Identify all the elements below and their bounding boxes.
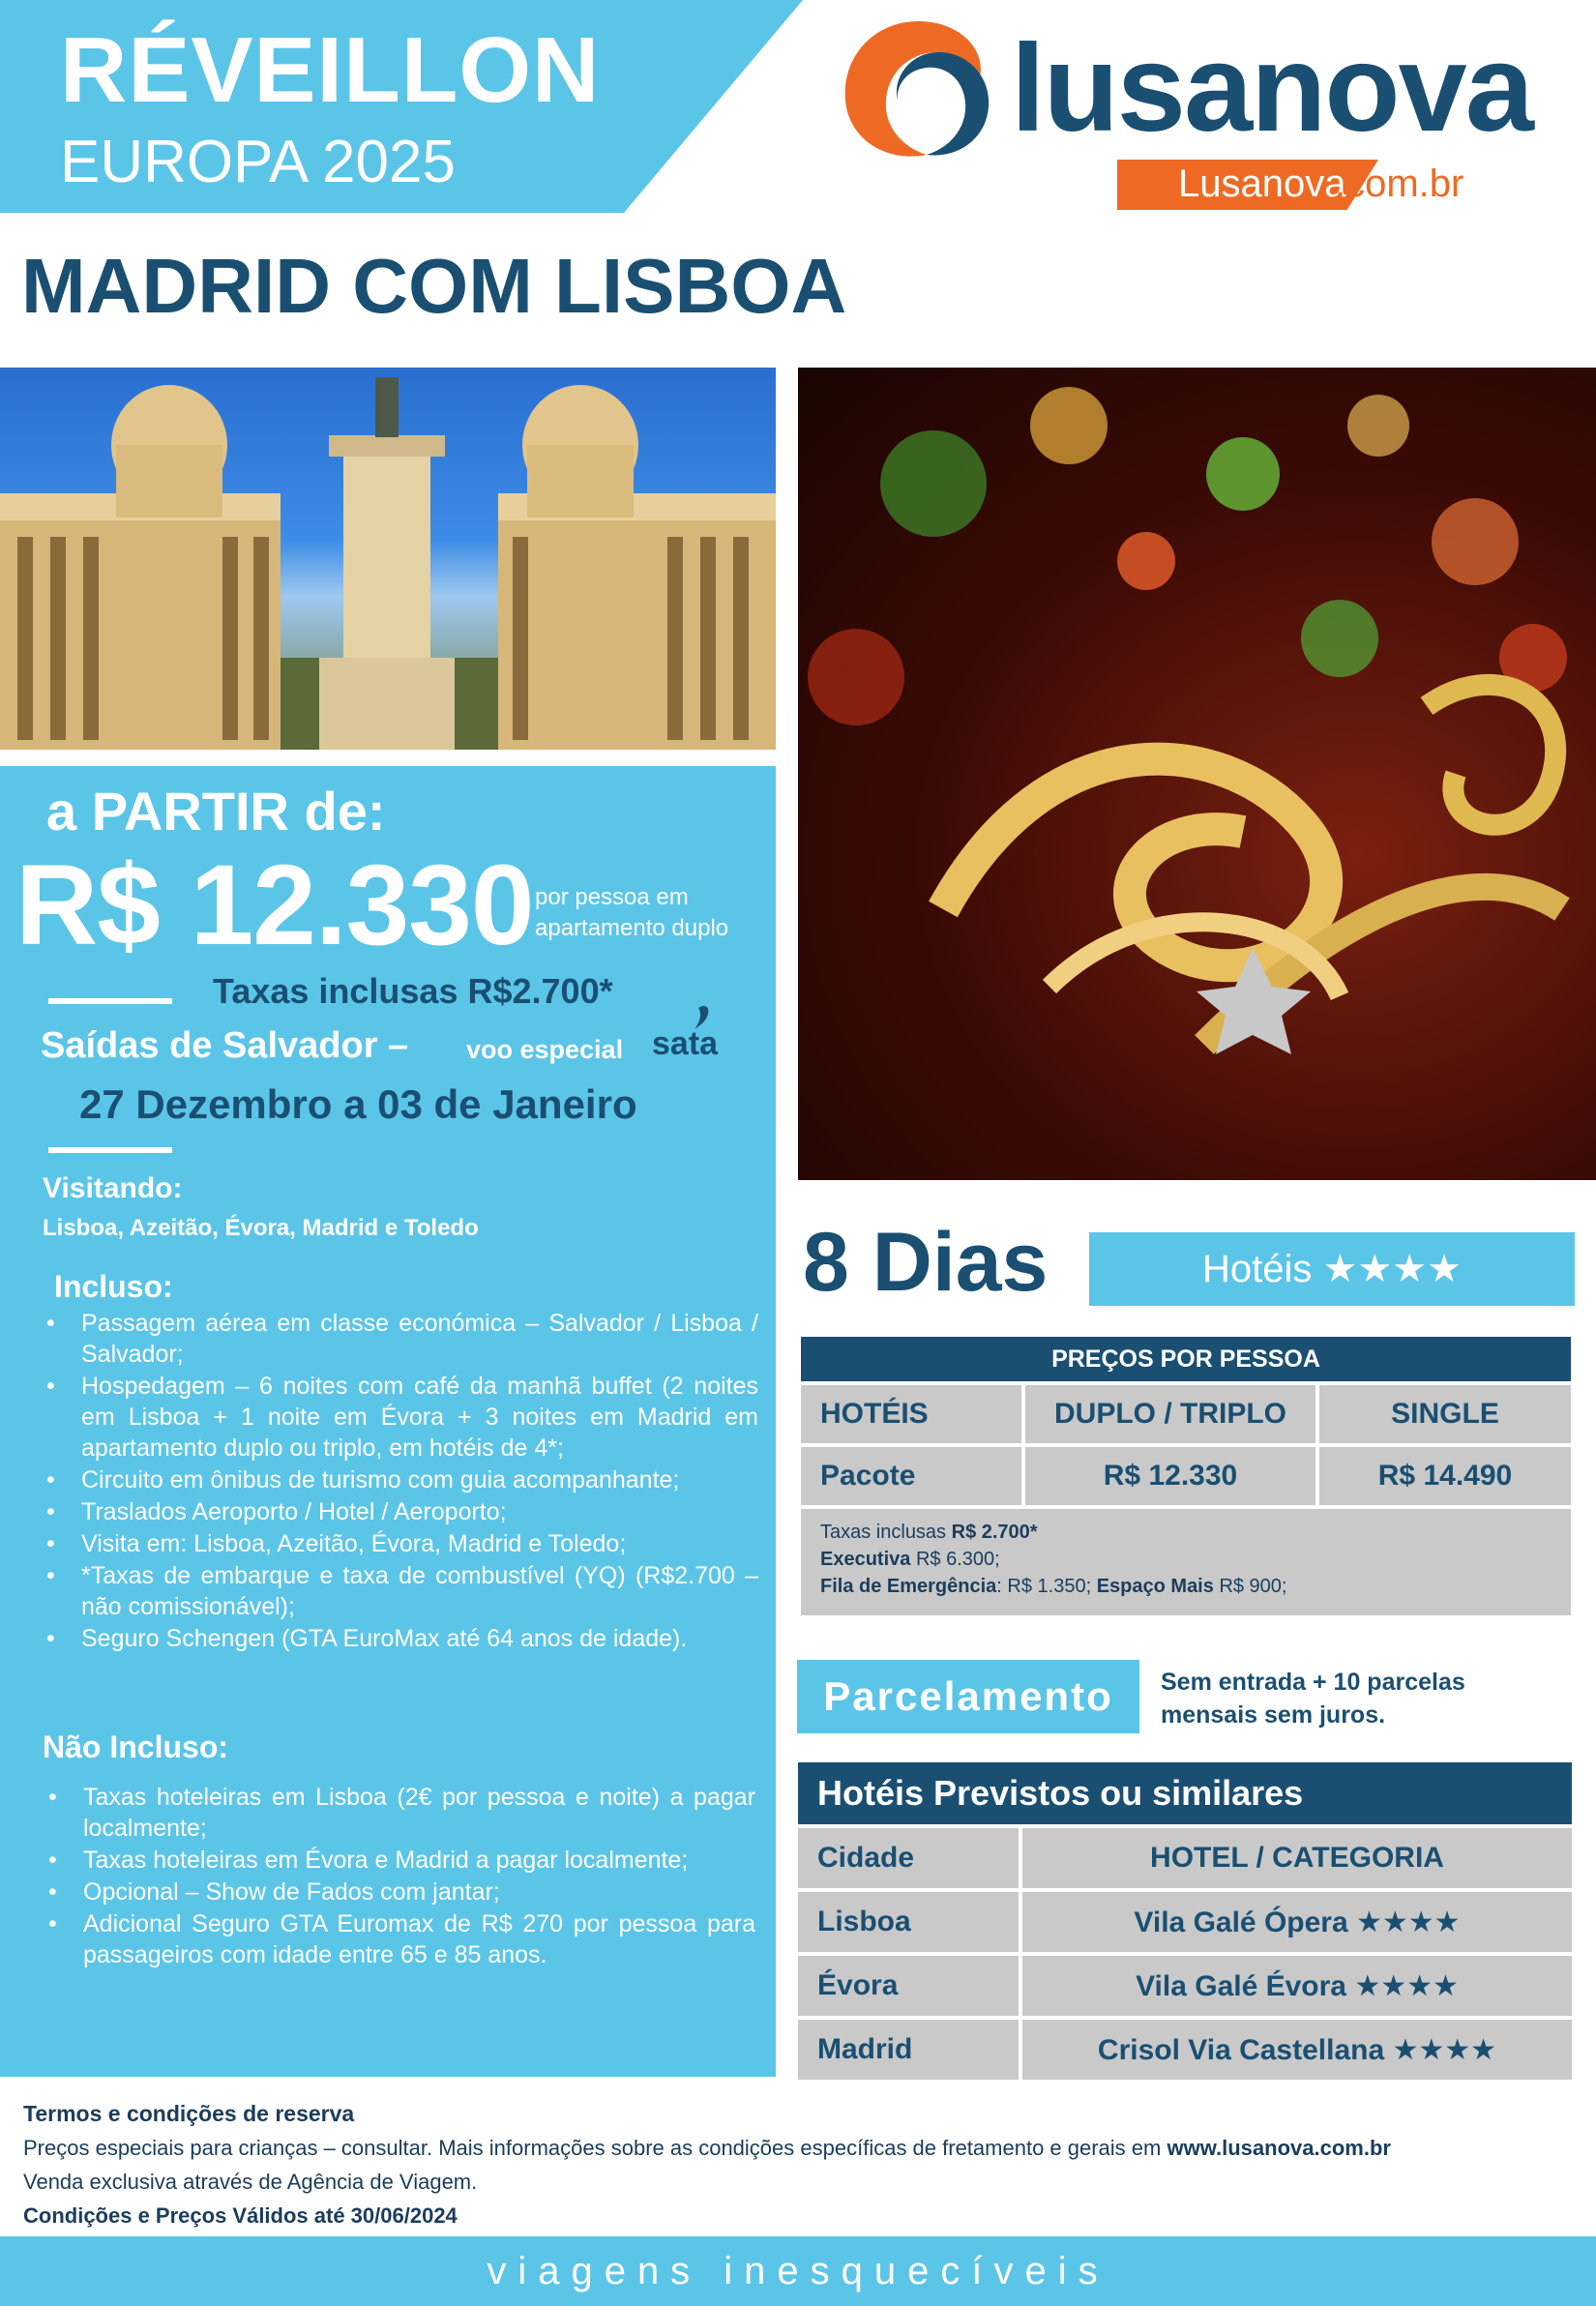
not-included-heading: Não Incluso: — [43, 1730, 229, 1764]
table-cell: Vila Galé Évora ★★★★ — [1022, 1956, 1572, 2016]
table-row — [798, 1956, 1572, 2016]
terms-section — [23, 2097, 1581, 2232]
terms-line: Venda exclusiva através de Agência de Viagem. — [23, 2170, 478, 2194]
list-item: • Seguro Schengen (GTA EuroMax até 64 anos de idade). — [43, 1623, 758, 1654]
flight-type: voo especial — [466, 1035, 624, 1064]
price-note-line1: por pessoa em — [535, 884, 689, 910]
airline-name: sata — [652, 1025, 719, 1062]
table-header-row — [798, 1828, 1572, 1888]
slogan: viagens inesquecíveis — [487, 2249, 1109, 2292]
header-subtitle: EUROPA 2025 — [60, 129, 456, 195]
trip-duration: 8 Dias — [803, 1216, 1049, 1309]
website-link[interactable]: www.lusanova.com.br — [1167, 2136, 1391, 2160]
hotels-table — [798, 1762, 1572, 2080]
lusanova-logo-icon — [834, 12, 1003, 166]
table-cell: Pacote — [801, 1447, 1021, 1505]
table-header-cell: SINGLE — [1319, 1385, 1571, 1443]
list-item: • Traslados Aeroporto / Hotel / Aeroporto; — [43, 1496, 758, 1527]
price-table — [801, 1337, 1571, 1615]
list-item: • Adicional Seguro GTA Euromax de R$ 270 por pessoa para passageiros com idade entre 65 e 85 anos. — [44, 1908, 755, 1970]
price-note-line2: apartamento duplo — [535, 915, 729, 941]
table-header-cell: HOTEL / CATEGORIA — [1022, 1828, 1572, 1888]
terms-heading: Termos e condições de reserva — [23, 2101, 355, 2126]
list-item: • Visita em: Lisboa, Azeitão, Évora, Madrid e Toledo; — [43, 1528, 758, 1559]
table-cell: R$ 12.330 — [1025, 1447, 1315, 1505]
travel-dates: 27 Dezembro a 03 de Janeiro — [79, 1081, 637, 1127]
hotels-table-title: Hotéis Previstos ou similares — [798, 1762, 1572, 1824]
list-item: • Passagem aérea em classe económica – Salvador / Lisboa / Salvador; — [43, 1308, 758, 1370]
url-name[interactable]: Lusanova — [1178, 163, 1346, 205]
table-cell: Vila Galé Ópera ★★★★ — [1022, 1892, 1572, 1952]
price-notes: Taxas inclusas R$ 2.700* Executiva R$ 6.300; Fila de Emergência: R$ 1.350; Espaço Mais R$ 900; — [801, 1509, 1571, 1615]
list-item: • Circuito em ônibus de turismo com guia acompanhante; — [43, 1464, 758, 1495]
terms-line: Preços especiais para crianças – consultar. Mais informações sobre as condições específicas de fretamento e gerais em www.lusanova.com.br — [23, 2136, 1391, 2160]
visiting-heading: Visitando: — [43, 1172, 183, 1204]
price-from-label: a PARTIR de: — [46, 781, 386, 842]
included-list — [43, 1308, 758, 1655]
list-item: • Taxas hoteleiras em Lisboa (2€ por pessoa e noite) a pagar localmente; — [44, 1782, 755, 1844]
page-title: MADRID COM LISBOA — [21, 243, 847, 329]
table-cell: Lisboa — [798, 1892, 1019, 1952]
table-header-cell: Cidade — [798, 1828, 1019, 1888]
table-row — [798, 1892, 1572, 1952]
not-included-list — [44, 1782, 755, 1971]
taxes-included: Taxas inclusas R$2.700* — [213, 971, 613, 1011]
visiting-cities: Lisboa, Azeitão, Évora, Madrid e Toledo — [43, 1215, 479, 1241]
footer-band — [0, 2236, 1596, 2306]
list-item: • *Taxas de embarque e taxa de combustível (YQ) (R$2.700 – não comissionável); — [43, 1560, 758, 1622]
divider — [48, 1147, 172, 1153]
list-item: • Taxas hoteleiras em Évora e Madrid a pagar localmente; — [44, 1845, 755, 1876]
madrid-monument-photo — [0, 368, 776, 750]
table-row — [798, 2020, 1572, 2080]
list-item: • Hospedagem – 6 noites com café da manhã buffet (2 noites em Lisboa + 1 noite em Évora + 3 noites em Madrid em apartamento duplo ou triplo, em hotéis de 4*; — [43, 1371, 758, 1463]
table-header-row — [801, 1385, 1571, 1443]
hotel-rating-badge: Hotéis ★★★★ — [1089, 1232, 1575, 1306]
departures: Saídas de Salvador – — [41, 1025, 409, 1066]
table-cell: Madrid — [798, 2020, 1019, 2080]
table-cell: Crisol Via Castellana ★★★★ — [1022, 2020, 1572, 2080]
installments-text: Sem entrada + 10 parcelas mensais sem juros. — [1161, 1669, 1465, 1729]
included-heading: Incluso: — [54, 1269, 173, 1304]
table-cell: R$ 14.490 — [1319, 1447, 1571, 1505]
table-cell: Évora — [798, 1956, 1019, 2016]
table-row — [801, 1447, 1571, 1505]
brand-name: lusanova — [1011, 19, 1532, 158]
table-header-cell: DUPLO / TRIPLO — [1025, 1385, 1315, 1443]
list-item: • Opcional – Show de Fados com jantar; — [44, 1877, 755, 1907]
price-table-title: PREÇOS POR PESSOA — [801, 1337, 1571, 1381]
terms-validity: Condições e Preços Válidos até 30/06/2024 — [23, 2203, 458, 2228]
main-price: R$ 12.330 — [15, 842, 534, 969]
header-title: RÉVEILLON — [60, 18, 601, 122]
divider — [48, 998, 172, 1004]
url-domain[interactable]: .com.br — [1335, 163, 1464, 205]
installments-label: Parcelamento — [797, 1660, 1139, 1733]
table-header-cell: HOTÉIS — [801, 1385, 1021, 1443]
sata-airline-logo — [650, 1000, 764, 1062]
christmas-ribbons-photo — [798, 368, 1596, 1180]
